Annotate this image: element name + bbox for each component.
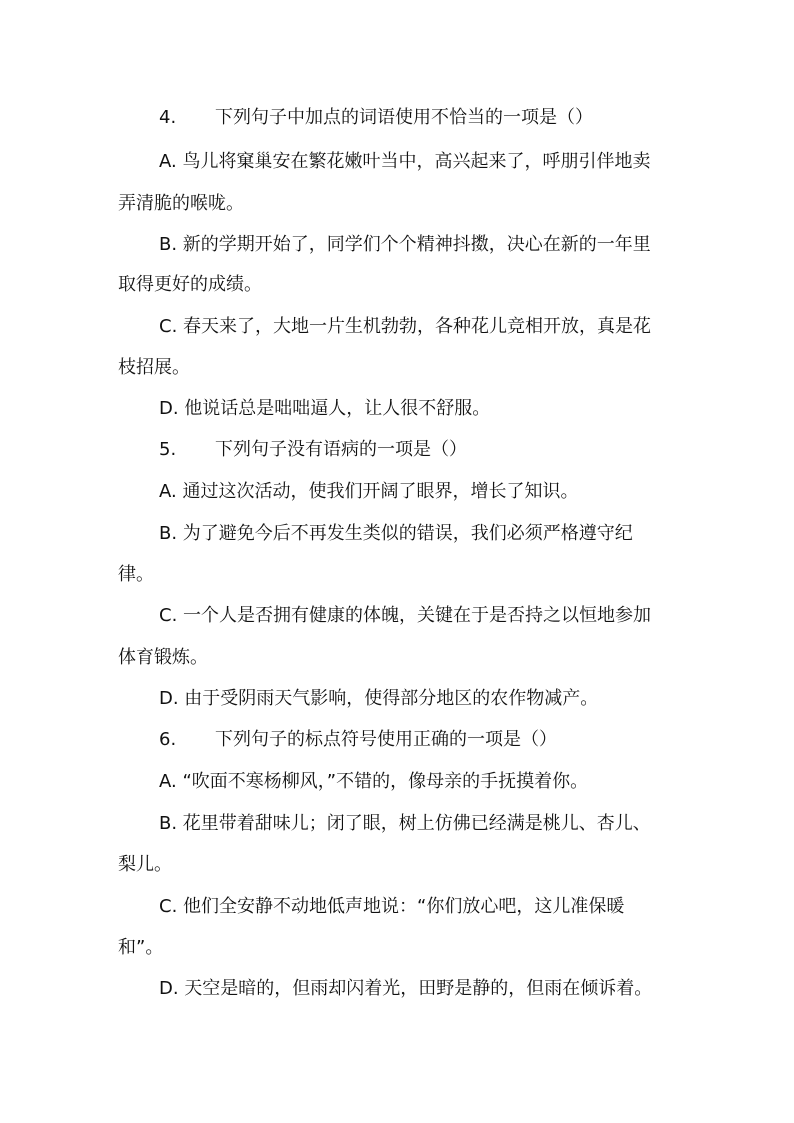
question-stem: 下列句子中加点的词语使用不恰当的一项是（）: [215, 107, 593, 128]
q6-option-d-line1: D. 天空是暗的，但雨却闪着光，田野是静的，但雨在倾诉着。: [159, 978, 653, 999]
q5-option-b-line2: 律。: [118, 564, 154, 585]
q4-option-d-line1: D. 他说话总是咄咄逼人，让人很不舒服。: [159, 398, 491, 419]
q4-option-b-line1: B. 新的学期开始了，同学们个个精神抖擞，决心在新的一年里: [159, 234, 651, 255]
question-stem: 下列句子的标点符号使用正确的一项是（）: [215, 729, 557, 750]
q4-option-c-line2: 枝招展。: [118, 357, 190, 378]
q4-option-a-line2: 弄清脆的喉咙。: [118, 193, 244, 214]
q6-option-c-line2: 和”。: [118, 937, 164, 958]
q6-option-b-line2: 梨儿。: [118, 854, 172, 875]
q4-option-c-line1: C. 春天来了，大地一片生机勃勃，各种花儿竞相开放，真是花: [159, 316, 652, 337]
question-6-heading: [159, 728, 557, 752]
q5-option-c-line2: 体育锻炼。: [118, 647, 208, 668]
question-5-heading: [159, 438, 467, 462]
q6-option-a-line1: A. “吹面不寒杨柳风，”不错的，像母亲的手抚摸着你。: [159, 771, 589, 792]
question-4-heading: [159, 106, 593, 130]
q4-option-b-line2: 取得更好的成绩。: [118, 274, 262, 295]
question-number: 4.: [159, 107, 177, 128]
question-number: 6.: [159, 729, 177, 750]
q6-option-b-line1: B. 花里带着甜味儿；闭了眼，树上仿佛已经满是桃儿、杏儿、: [159, 813, 651, 834]
question-stem: 下列句子没有语病的一项是（）: [215, 439, 467, 460]
q6-option-c-line1: C. 他们全安静不动地低声地说：“你们放心吧，这儿准保暖: [159, 896, 625, 917]
q5-option-c-line1: C. 一个人是否拥有健康的体魄，关键在于是否持之以恒地参加: [159, 605, 652, 626]
q5-option-a-line1: A. 通过这次活动，使我们开阔了眼界，增长了知识。: [159, 481, 579, 502]
q4-option-a-line1: A. 鸟儿将窠巢安在繁花嫩叶当中，高兴起来了，呼朋引伴地卖: [159, 151, 651, 172]
question-number: 5.: [159, 439, 177, 460]
q5-option-d-line1: D. 由于受阴雨天气影响，使得部分地区的农作物减产。: [159, 688, 599, 709]
q5-option-b-line1: B. 为了避免今后不再发生类似的错误，我们必须严格遵守纪: [159, 523, 633, 544]
